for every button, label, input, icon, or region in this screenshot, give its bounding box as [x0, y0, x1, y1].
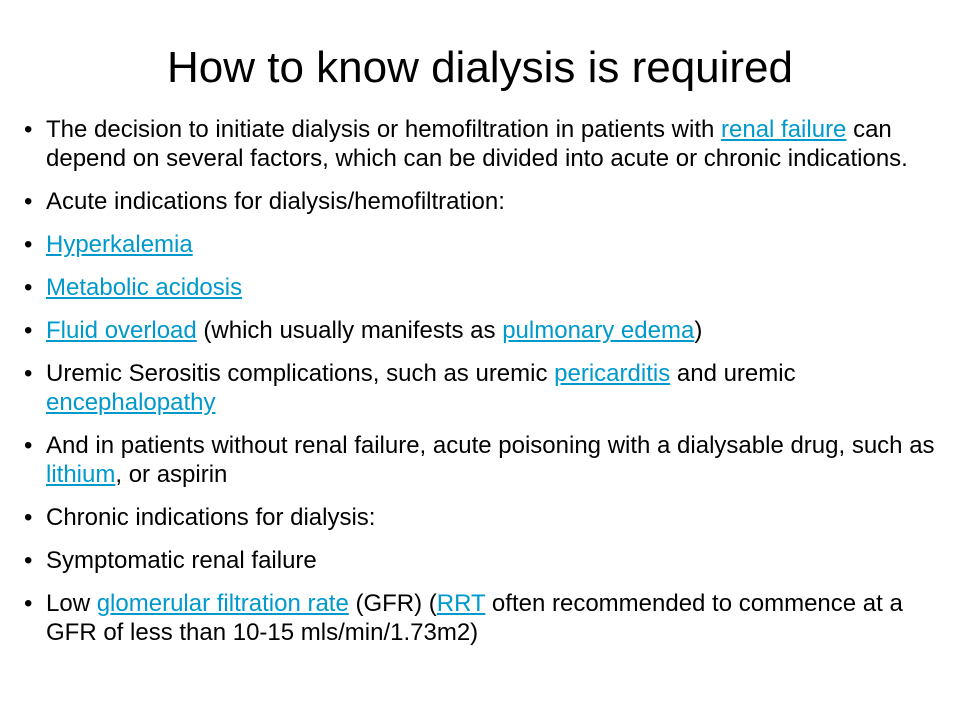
bullet-text: ) [694, 317, 703, 344]
bullet-acute-poisoning [24, 431, 944, 489]
bullet-low-gfr [24, 589, 944, 647]
link-lithium[interactable]: lithium [46, 461, 116, 488]
bullet-marker: • [24, 504, 33, 531]
bullet-chronic-indications [24, 503, 944, 532]
link-pericarditis[interactable]: pericarditis [554, 360, 671, 387]
bullet-acute-indications [24, 187, 944, 216]
slide-title: How to know dialysis is required [166, 43, 794, 92]
bullet-text: often recommended to commence at a GFR of less than 10-15 mls/min/1.73m2) [46, 590, 903, 646]
link-metabolic-acidosis[interactable]: Metabolic acidosis [46, 274, 243, 301]
bullet-marker: • [24, 116, 33, 143]
bullet-text: , or aspirin [115, 461, 228, 488]
bullet-text: Uremic Serositis complications, such as uremic [46, 360, 555, 387]
bullet-text: (which usually manifests as [196, 317, 503, 344]
bullet-list [24, 115, 944, 661]
bullet-text: Acute indications for dialysis/hemofiltration: [46, 188, 505, 215]
link-fluid-overload[interactable]: Fluid overload [46, 317, 197, 344]
bullet-marker: • [24, 317, 33, 344]
bullet-symptomatic-renal-failure [24, 546, 944, 575]
link-hyperkalemia[interactable]: Hyperkalemia [46, 231, 193, 258]
bullet-text: and uremic [670, 360, 796, 387]
link-encephalopathy[interactable]: encephalopathy [46, 389, 216, 416]
bullet-text: The decision to initiate dialysis or hemofiltration in patients with [46, 116, 721, 143]
link-renal-failure[interactable]: renal failure [721, 116, 847, 143]
link-pulmonary-edema[interactable]: pulmonary edema [502, 317, 695, 344]
bullet-text: (GFR) ( [348, 590, 437, 617]
bullet-fluid-overload [24, 316, 944, 345]
bullet-text: Chronic indications for dialysis: [46, 504, 376, 531]
bullet-marker: • [24, 231, 33, 258]
bullet-uremic-serositis [24, 359, 944, 417]
bullet-marker: • [24, 274, 33, 301]
bullet-decision-factors [24, 115, 944, 173]
link-glomerular-filtration-rate[interactable]: glomerular filtration rate [96, 590, 349, 617]
bullet-text: can depend on several factors, which can be divided into acute or chronic indications. [46, 116, 908, 172]
bullet-text: And in patients without renal failure, acute poisoning with a dialysable drug, such as [46, 432, 935, 459]
bullet-metabolic-acidosis [24, 273, 944, 302]
bullet-marker: • [24, 360, 33, 387]
bullet-marker: • [24, 188, 33, 215]
link-rrt[interactable]: RRT [436, 590, 486, 617]
bullet-marker: • [24, 590, 33, 617]
bullet-hyperkalemia [24, 230, 944, 259]
bullet-text: Symptomatic renal failure [46, 547, 317, 574]
bullet-text: Low [46, 590, 97, 617]
bullet-marker: • [24, 547, 33, 574]
bullet-marker: • [24, 432, 33, 459]
